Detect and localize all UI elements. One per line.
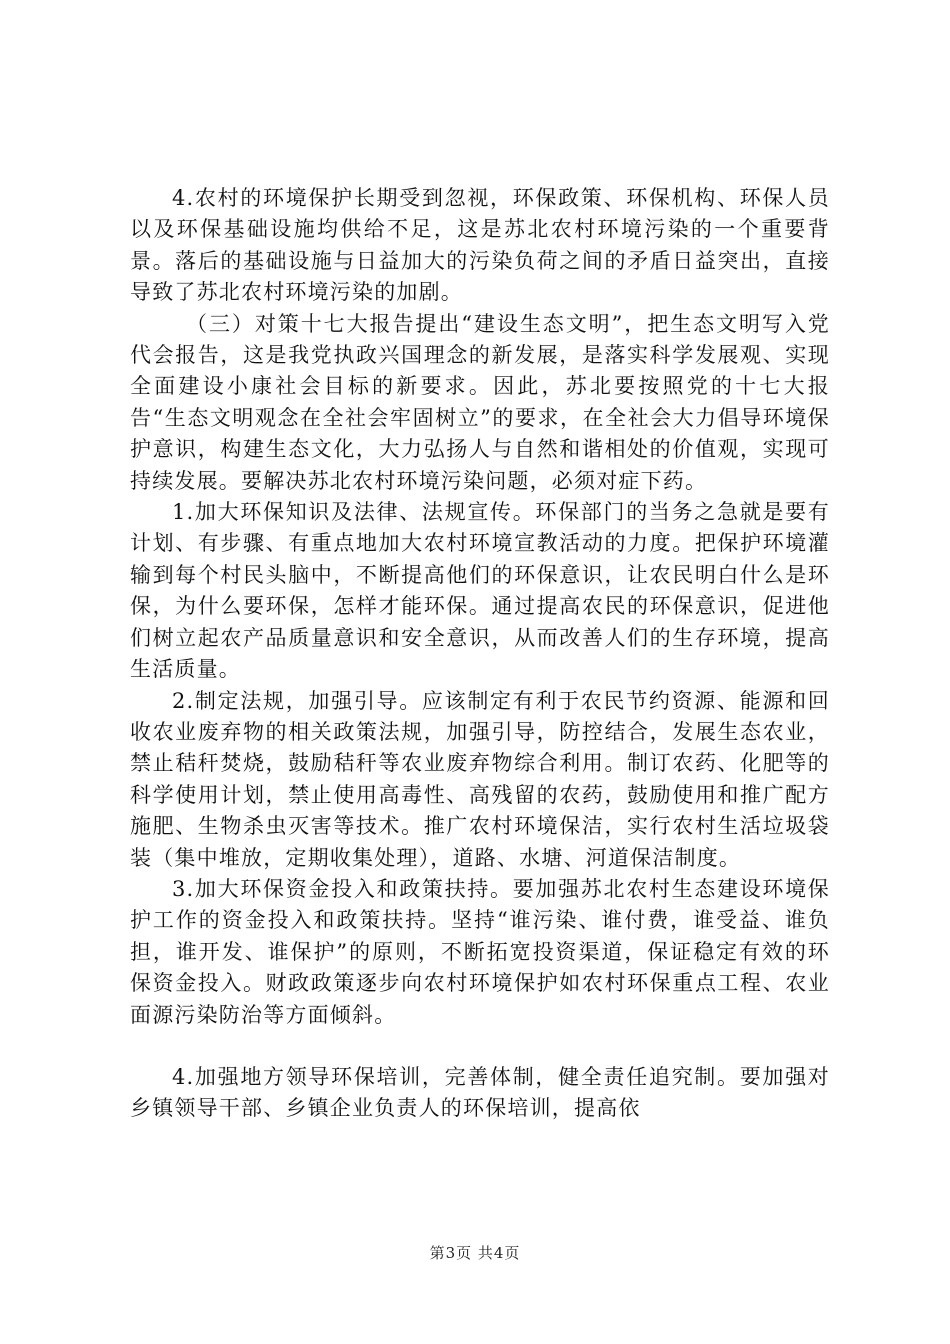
body-text [130, 183, 830, 1125]
paragraph-measure-1: 1.加大环保知识及法律、法规宣传。环保部门的当务之急就是要有计划、有步骤、有重点地加大农村环境宣教活动的力度。把保护环境灌输到每个村民头脑中，不断提高他们的环保意识，让农民明白什么是环保，为什么要环保，怎样才能环保。通过提高农民的环保意识，促进他们树立起农产品质量意识和安全意识，从而改善人们的生存环境，提高生活质量。 [130, 500, 830, 682]
paragraph-item-4-causes: 4.农村的环境保护长期受到忽视，环保政策、环保机构、环保人员以及环保基础设施均供给不足，这是苏北农村环境污染的一个重要背景。落后的基础设施与日益加大的污染负荷之间的矛盾日益突出，直接导致了苏北农村环境污染的加剧。 [130, 186, 830, 305]
paragraph-section-countermeasures: （三）对策十七大报告提出“建设生态文明”，把生态文明写入党代会报告，这是我党执政兴国理念的新发展，是落实科学发展观、实现全面建设小康社会目标的新要求。因此，苏北要按照党的十七大报告“生态文明观念在全社会牢固树立”的要求，在全社会大力倡导环境保护意识，构建生态文化，大力弘扬人与自然和谐相处的价值观，实现可持续发展。要解决苏北农村环境污染问题，必须对症下药。 [130, 311, 830, 493]
page-number-footer: 第3页 共4页 [429, 1244, 521, 1262]
paragraph-measure-4: 4.加强地方领导环保培训，完善体制，健全责任追究制。要加强对乡镇领导干部、乡镇企业负责人的环保培训，提高依 [130, 1064, 830, 1121]
paragraph-measure-2: 2.制定法规，加强引导。应该制定有利于农民节约资源、能源和回收农业废弃物的相关政策法规，加强引导，防控结合，发展生态农业，禁止秸秆焚烧，鼓励秸秆等农业废弃物综合利用。制订农药、化肥等的科学使用计划，禁止使用高毒性、高残留的农药，鼓励使用和推广配方施肥、生物杀虫灭害等技术。推广农村环境保洁，实行农村生活垃圾袋装（集中堆放，定期收集处理），道路、水塘、河道保洁制度。 [130, 688, 830, 870]
paragraph-measure-3: 3.加大环保资金投入和政策扶持。要加强苏北农村生态建设环境保护工作的资金投入和政策扶持。坚持“谁污染、谁付费，谁受益、谁负担，谁开发、谁保护”的原则，不断拓宽投资渠道，保证稳定有效的环保资金投入。财政政策逐步向农村环境保护如农村环保重点工程、农业面源污染防治等方面倾斜。 [130, 876, 830, 1027]
